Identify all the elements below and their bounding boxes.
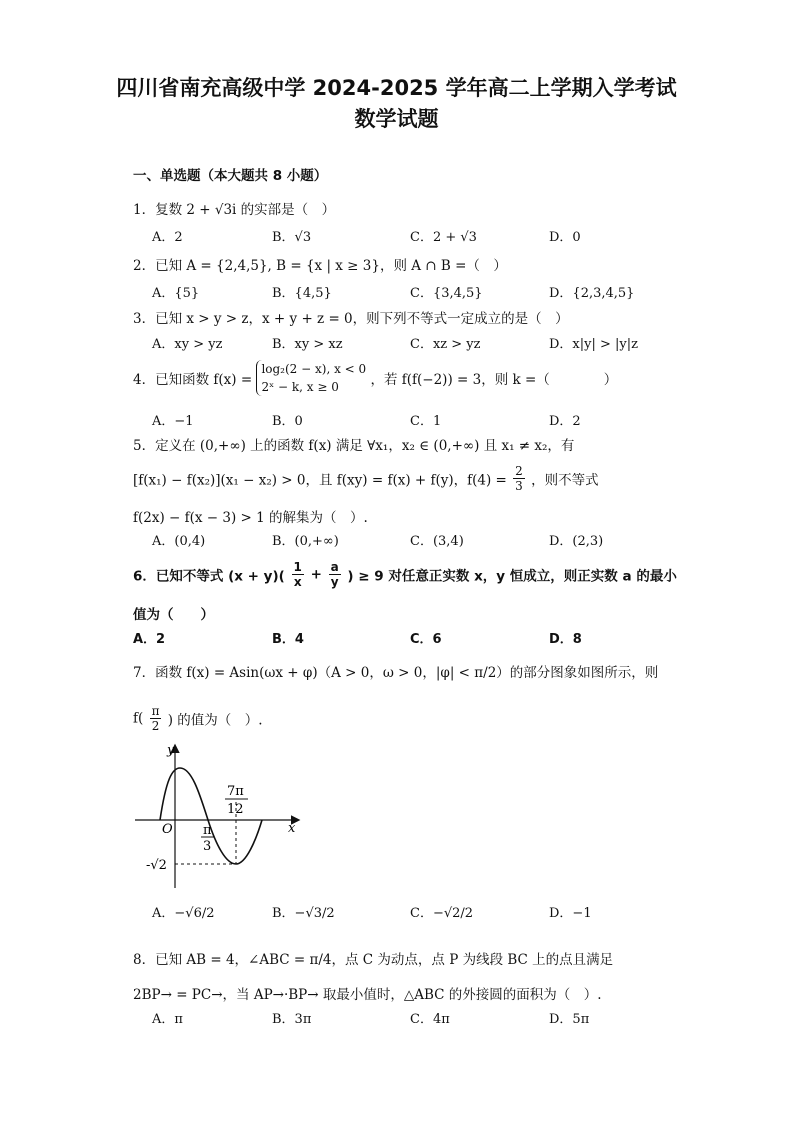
q7-fraction-den: 2 — [151, 719, 160, 733]
q6-fraction-1-den: x — [293, 575, 302, 589]
q3-option-d: D．x|y| > |y|z — [549, 337, 638, 352]
q4-option-b: B．0 — [272, 414, 303, 429]
q4-option-d: D．2 — [549, 414, 581, 429]
q2-option-d: D．{2,3,4,5} — [549, 286, 635, 301]
tick-7pi-den: 12 — [227, 802, 244, 817]
q7-fraction-num: π — [151, 704, 160, 718]
q6-fraction-1-num: 1 — [293, 560, 302, 574]
q7-line-2-a: f( — [133, 710, 144, 727]
q1-option-a: A．2 — [152, 230, 183, 245]
q6-fraction-2-den: y — [330, 575, 339, 589]
q8-option-a: A．π — [152, 1012, 183, 1027]
question-8-line-2: 2BP→ = PC→，当 AP→·BP→ 取最小值时，△ABC 的外接圆的面积为（ ）. — [133, 987, 602, 1003]
q5-option-a: A．(0,4) — [152, 534, 206, 549]
q7-option-a: A．−√6/2 — [152, 906, 215, 921]
q7-option-b: B．−√3/2 — [272, 906, 335, 921]
q8-option-b: B．3π — [272, 1012, 312, 1027]
q5-option-b: B．(0,+∞) — [272, 534, 339, 549]
q3-option-b: B．xy > xz — [272, 337, 343, 352]
q8-option-d: D．5π — [549, 1012, 590, 1027]
question-5-line-1: 5．定义在 (0,+∞) 上的函数 f(x) 满足 ∀x₁，x₂ ∈ (0,+∞) 且 x₁ ≠ x₂，有 — [133, 438, 575, 454]
q5-fraction-num: 2 — [515, 464, 523, 478]
q2-option-c: C．{3,4,5} — [410, 286, 483, 301]
q4-option-a: A．−1 — [152, 414, 194, 429]
q6-option-c: C．6 — [410, 632, 442, 647]
q4-prefix: 4．已知函数 f(x) = — [133, 372, 253, 388]
q3-option-c: C．xz > yz — [410, 337, 481, 352]
question-5-line-2 — [133, 464, 599, 493]
q6-option-d: D．8 — [549, 632, 582, 647]
origin-label: O — [162, 822, 173, 837]
q5-fraction-den: 3 — [515, 479, 523, 493]
q4-suffix: ，若 f(f(−2)) = 3，则 k =（ ） — [370, 372, 618, 388]
question-1-stem: 1．复数 2 + √3i 的实部是（ ） — [133, 202, 336, 218]
q7-fraction — [150, 704, 162, 733]
q7-option-c: C．−√2/2 — [410, 906, 474, 921]
q6-line-1-a: 6．已知不等式 (x + y)( — [133, 568, 285, 585]
exam-subtitle: 数学试题 — [354, 107, 439, 131]
q6-line-1-b: ) ≥ 9 对任意正实数 x，y 恒成立，则正实数 a 的最小 — [347, 568, 677, 585]
tick-7pi-num: 7π — [227, 784, 244, 799]
y-axis-label: y — [167, 743, 175, 758]
question-7-line-1: 7．函数 f(x) = Asin(ωx + φ)（A > 0，ω > 0，|φ| < π/2）的部分图象如图所示，则 — [133, 665, 659, 681]
q4-option-c: C．1 — [410, 414, 442, 429]
pi3-num: π — [203, 823, 212, 838]
q5-line-2-b: ，则不等式 — [531, 472, 599, 489]
q4-case-1: log₂(2 − x), x < 0 — [261, 362, 367, 376]
question-6-line-2: 值为（ ） — [133, 607, 214, 623]
q5-line-2-a: [f(x₁) − f(x₂)](x₁ − x₂) > 0，且 f(xy) = f(x) + f(y)，f(4) = — [133, 472, 507, 489]
q4-case-2: 2ˣ − k, x ≥ 0 — [261, 380, 339, 394]
question-4-stem — [133, 360, 617, 396]
q8-option-c: C．4π — [410, 1012, 450, 1027]
q7-sine-graph — [130, 740, 310, 890]
question-2-stem: 2．已知 A = {2,4,5}, B = {x | x ≥ 3}，则 A ∩ B =（ ） — [133, 258, 507, 274]
q6-fraction-2 — [329, 560, 341, 589]
q6-option-b: B．4 — [272, 632, 304, 647]
q6-plus-sign: + — [310, 566, 322, 583]
section-heading: 一、单选题（本大题共 8 小题） — [133, 168, 328, 184]
q7-line-2-b: ) 的值为（ ）. — [167, 712, 263, 729]
q6-fraction-1 — [292, 560, 304, 589]
x-axis-label: x — [288, 821, 296, 836]
min-value-label: -√2 — [146, 858, 167, 873]
question-7-line-2 — [133, 704, 263, 733]
q7-option-d: D．−1 — [549, 906, 592, 921]
q1-option-c: C．2 + √3 — [410, 230, 477, 245]
q6-option-a: A．2 — [133, 632, 166, 647]
q2-option-a: A．{5} — [152, 286, 200, 301]
question-8-line-1: 8．已知 AB = 4，∠ABC = π/4，点 C 为动点，点 P 为线段 BC 上的点且满足 — [133, 952, 614, 968]
question-3-stem: 3．已知 x > y > z，x + y + z = 0，则下列不等式一定成立的是（ ） — [133, 311, 569, 327]
q5-option-d: D．(2,3) — [549, 534, 604, 549]
q1-option-d: D．0 — [549, 230, 581, 245]
q2-option-b: B．{4,5} — [272, 286, 332, 301]
question-5-line-3: f(2x) − f(x − 3) > 1 的解集为（ ）. — [133, 510, 368, 526]
question-6-line-1 — [133, 560, 677, 589]
q5-fraction — [513, 464, 525, 493]
q3-option-a: A．xy > yz — [152, 337, 223, 352]
pi3-den: 3 — [203, 839, 212, 854]
q1-option-b: B．√3 — [272, 230, 312, 245]
exam-title: 四川省南充高级中学 2024-2025 学年高二上学期入学考试 — [116, 76, 677, 100]
q4-piecewise-brace — [256, 360, 366, 396]
q5-option-c: C．(3,4) — [410, 534, 464, 549]
q6-fraction-2-num: a — [330, 560, 339, 574]
